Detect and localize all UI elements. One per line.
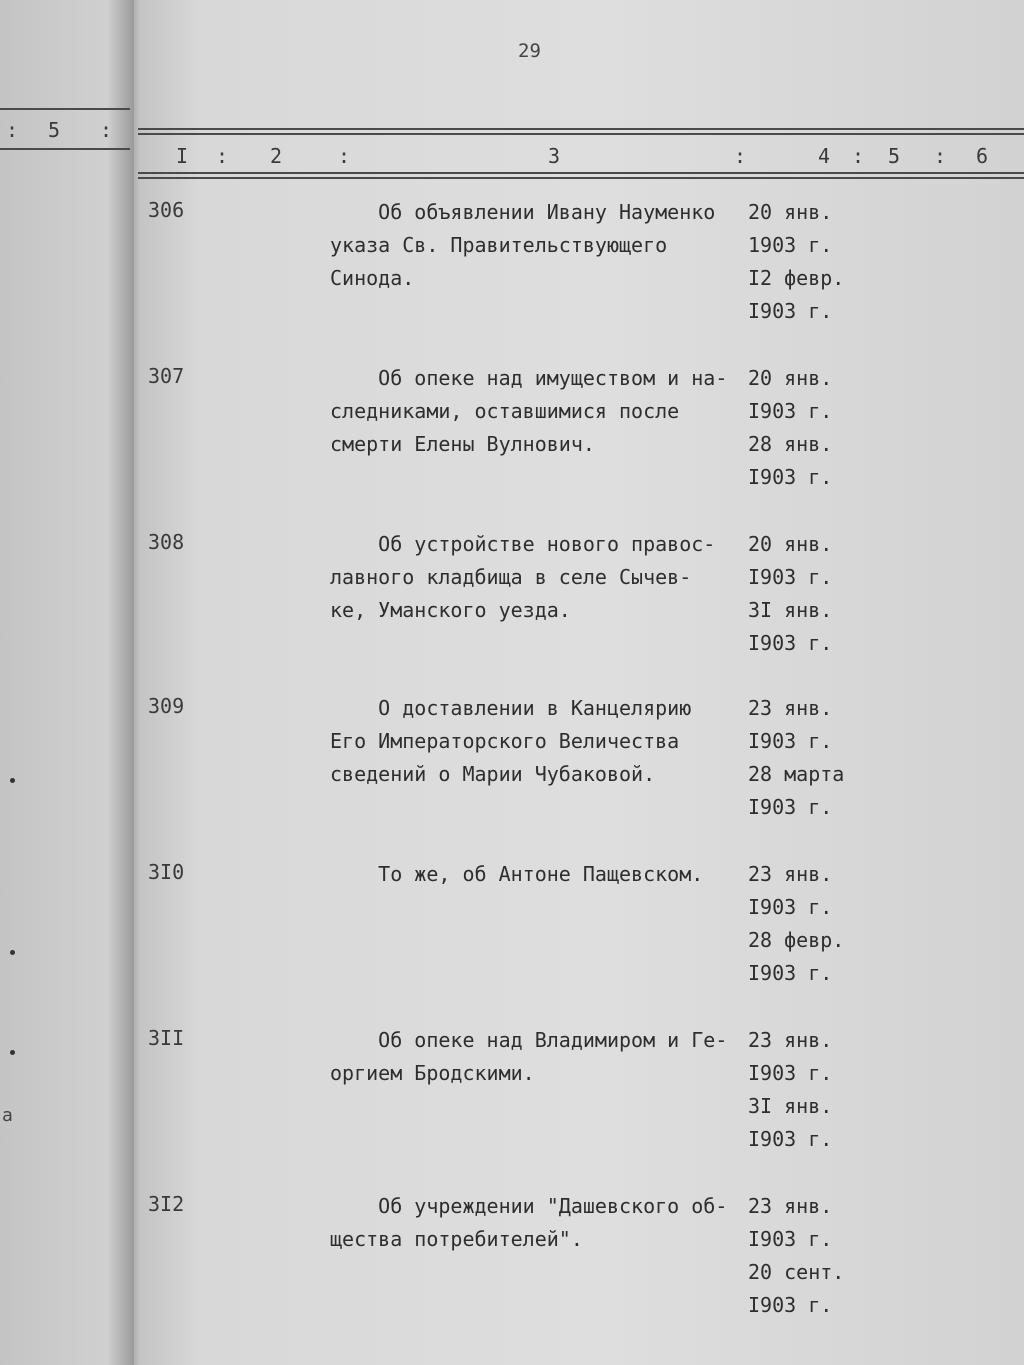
- entry-dates: 20 янв. I903 г. 3I янв. I903 г.: [748, 532, 833, 655]
- entry-number: 307: [148, 364, 185, 388]
- margin-mark: [10, 950, 15, 955]
- entry-description: Об опеке над имуществом и на- следниками, оставшимися после смерти Елены Вулнович.: [330, 366, 728, 456]
- header-separator: :: [852, 144, 865, 168]
- entry-description: О доставлении в Канцелярию Его Императорского Величества сведений о Марии Чубаковой.: [330, 696, 692, 786]
- header-top-rule: [138, 128, 1024, 130]
- margin-mark: [10, 1050, 15, 1055]
- entry-description: Об устройстве нового правос- лавного кладбища в селе Сычев- ке, Уманского уезда.: [330, 532, 716, 622]
- header-col-3: 3: [548, 144, 561, 168]
- facing-page-edge: [0, 0, 134, 1365]
- header-col-2: 2: [270, 144, 283, 168]
- entry-number: 306: [148, 198, 185, 222]
- header-col-5: 5: [888, 144, 901, 168]
- header-bottom-rule-double: [138, 177, 1024, 179]
- header-top-rule-double: [138, 133, 1024, 135]
- header-col-6: 6: [976, 144, 989, 168]
- left-header-bottom-rule: [0, 148, 130, 150]
- entry-description: Об объявлении Ивану Науменко указа Св. Правительствующего Синода.: [330, 200, 716, 290]
- entry-dates: 23 янв. I903 г. 20 сент. I903 г.: [748, 1194, 845, 1317]
- entry-description: Об опеке над Владимиром и Ге- оргием Бродскими.: [330, 1028, 728, 1085]
- header-separator: :: [338, 144, 351, 168]
- page-number: 29: [518, 40, 541, 62]
- margin-mark: [10, 778, 15, 783]
- entry-number: 308: [148, 530, 185, 554]
- entry-number: 3I0: [148, 860, 185, 884]
- entry-number: 3I2: [148, 1192, 185, 1216]
- header-col-4: 4: [818, 144, 831, 168]
- entry-number: 3II: [148, 1026, 185, 1050]
- header-separator: :: [934, 144, 947, 168]
- left-header-separator: :: [100, 118, 113, 142]
- entry-dates: 20 янв. 1903 г. I2 февр. I903 г.: [748, 200, 845, 323]
- left-header-col-5: 5: [48, 118, 61, 142]
- header-separator: :: [734, 144, 747, 168]
- header-separator: :: [216, 144, 229, 168]
- entry-dates: 23 янв. I903 г. 28 марта I903 г.: [748, 696, 845, 819]
- left-header-top-rule: [0, 108, 130, 110]
- entry-description: То же, об Антоне Пащевском.: [330, 862, 704, 886]
- entry-dates: 23 янв. I903 г. 3I янв. I903 г.: [748, 1028, 833, 1151]
- entry-description: Об учреждении "Дашевского об- щества потребителей".: [330, 1194, 728, 1251]
- left-header-separator: :: [6, 118, 19, 142]
- header-col-1: I: [176, 144, 189, 168]
- entry-dates: 20 янв. I903 г. 28 янв. I903 г.: [748, 366, 833, 489]
- header-bottom-rule: [138, 172, 1024, 174]
- entry-dates: 23 янв. I903 г. 28 февр. I903 г.: [748, 862, 845, 985]
- entry-number: 309: [148, 694, 185, 718]
- margin-letter: а: [2, 1105, 13, 1126]
